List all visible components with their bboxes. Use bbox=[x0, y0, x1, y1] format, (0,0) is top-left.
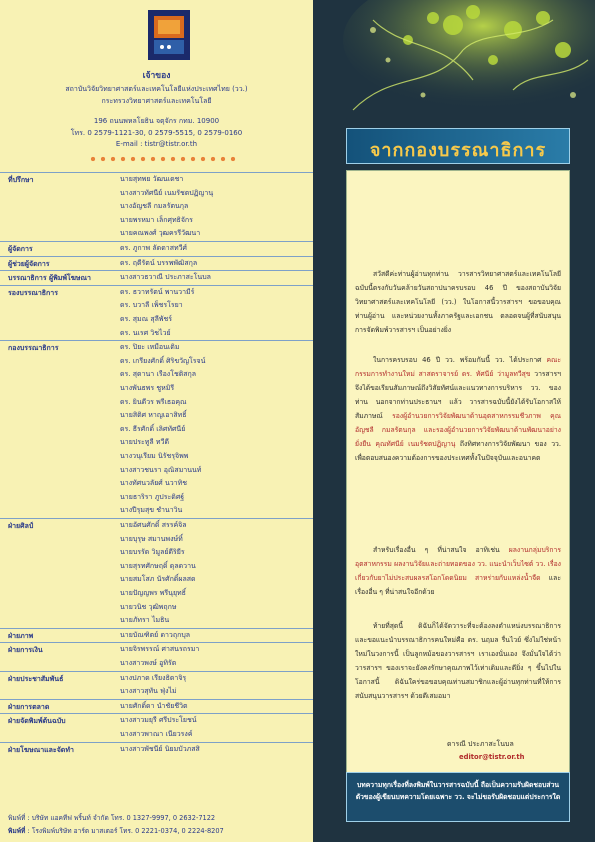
editorial-paragraph-1: สวัสดีค่ะท่านผู้อ่านทุกท่าน วารสารวิทยาศาสตร์และเทคโนโลยีฉบับนี้ตรงกับวันคล้ายวันสถาปนาครบรอบ 46 ปี ของสถาบันวิจัยวิทยาศาสตร์และเทคโนโลยี (วว.) ในโอกาสนี้วารสารฯ ขอขอบคุณท่านผู้อ่าน และหน่วยงานทั้งภาครัฐและเอกชน ตลอดจนผู้ที่สนับสนุนการจัดพิมพ์วารสารฯ เป็นอย่างยิ่ง bbox=[355, 270, 561, 334]
disclaimer-text: บทความทุกเรื่องที่ลงพิมพ์ในวารสารฉบับนี้ ถือเป็นความรับผิดชอบส่วนตัวของผู้เขียนบทความโดยเฉพาะ วว. จะไม่ขอรับผิดชอบแต่ประการใด bbox=[355, 781, 561, 801]
staff-names bbox=[120, 700, 188, 714]
staff-name: นายประทูลี ทวีดี bbox=[120, 438, 169, 447]
staff-name: นางสาวมยุรี ศรีประโยชน์ bbox=[120, 716, 197, 725]
staff-section-title: ผู้จัดการ bbox=[8, 245, 33, 253]
tistr-logo bbox=[148, 10, 190, 60]
footer-line-2-label: พิมพ์ที่ bbox=[8, 827, 26, 835]
staff-name: นายสุทพย วัฒนเดชา bbox=[120, 175, 184, 183]
staff-section bbox=[0, 241, 313, 253]
staff-name: นางสาวพาณา เนียวรงค์ bbox=[120, 729, 193, 738]
staff-section bbox=[0, 671, 313, 696]
editorial-box bbox=[346, 170, 570, 813]
staff-name: นายคณพงศ์ วุฒครรีวัฒนา bbox=[120, 229, 201, 238]
p3-highlight: ผลงานกลุ่มบริการอุตสาหกรรม ผลงานวิจัยและถ่ายทอดของ วว. แนะนำเว็บไซต์ วว. เรื่องเกี่ยวกับยาไม่ประสบผลรสโอกโดดนิยม สาหร่ายกับแหล่งน้ำจืด bbox=[355, 546, 561, 582]
staff-section-title: ผู้ช่วยผู้จัดการ bbox=[8, 259, 50, 268]
staff-section bbox=[0, 713, 313, 738]
editor-signature: ดารณี ประภาสะโนบล bbox=[447, 740, 514, 748]
p2-highlight-a: คณะกรรมการทำงานใหม่ สาสตราจารย์ ดร. ทัศนีย์ ว่ามูลทวีสุข bbox=[355, 356, 561, 378]
staff-name: นายภัทรา ไมธิน bbox=[120, 616, 170, 625]
staff-names bbox=[120, 271, 211, 285]
staff-section-title: ฝ่ายภาพ bbox=[8, 631, 34, 640]
p3-text-a: สำหรับเรื่องอื่น ๆ ที่น่าสนใจ อาทิเช่น bbox=[373, 546, 500, 554]
staff-name: นายบุรุษ สมานพงษ์ทิ์ bbox=[120, 534, 183, 543]
staff-name: นายศักดิ์ดา นำชัยชีวิต bbox=[120, 701, 188, 710]
owner-address: 196 ถนนพหลโยธิน จตุจักร กทม. 10900 bbox=[93, 117, 220, 125]
staff-section-title: ฝ่ายศิลป์ bbox=[8, 522, 34, 530]
staff-names bbox=[120, 286, 194, 340]
staff-name: ดร. เกรียงศักดิ์ ศิริขวัญโรจน์ bbox=[120, 356, 206, 365]
staff-name: นายบัณฑิตย์ ดาวถุกบุล bbox=[120, 630, 191, 639]
staff-name: นางปีรุมสุข ชำนาวิน bbox=[120, 506, 183, 515]
dotted-divider bbox=[88, 156, 238, 162]
editorial-banner bbox=[346, 128, 570, 164]
p2-text-a: ในการครบรอบ 46 ปี วว. พร้อมกันนี้ วว. ได้ประกาศ bbox=[373, 356, 542, 364]
editor-email[interactable]: editor@tistr.or.th bbox=[459, 753, 525, 761]
editorial-paragraph-2 bbox=[355, 353, 561, 465]
staff-name: นายปัญญพร พรีนุยุทธิ์ bbox=[120, 588, 186, 597]
staff-section-title: รองบรรณาธิการ bbox=[8, 288, 58, 297]
staff-section bbox=[0, 340, 313, 515]
staff-section bbox=[0, 172, 313, 238]
staff-name: นายวนิช วุฒิพฤกษ bbox=[120, 602, 177, 611]
staff-names bbox=[120, 519, 196, 628]
staff-section bbox=[0, 270, 313, 283]
staff-name: นายสุรทศักษฤดิ์ ดุลดวาน bbox=[120, 561, 196, 570]
footer-line-2-text: : โรงพิมพ์บริษัท อาร์ต มาสเตอร์ โทร. 0 2221-0374, 0 2224-8207 bbox=[27, 827, 224, 835]
staff-names bbox=[120, 672, 186, 699]
staff-names bbox=[120, 629, 190, 643]
staff-name: นางสาวชนรา อุณิสมานนท์ bbox=[120, 465, 202, 474]
staff-name: นางสาวพงษ์ อูทิรัต bbox=[120, 658, 177, 667]
p3-text-b: และเรื่องอื่น ๆ ที่น่าสนใจอีกด้วย bbox=[355, 574, 561, 596]
staff-section-title: กองบรรณาธิการ bbox=[8, 344, 59, 353]
staff-name: นายพรหมา เล็กศุทธิจักร bbox=[120, 215, 193, 224]
staff-name: ดร. นเรศ วิชไวย์ bbox=[120, 328, 171, 337]
p2-text-c: ถึงทิศทางการวิจัยพัฒนา ของ วว. เพื่อตอบสนองความต้องการของประเทศทั้งในปัจจุบันและอนาคต bbox=[355, 440, 561, 462]
staff-name: ดร. บวาลี เพ็ชรโรยา bbox=[120, 301, 183, 310]
staff-name: นางอัญชลี กมลรัตนกุล bbox=[120, 202, 189, 211]
staff-section-title: ฝ่ายประชาสัมพันธ์ bbox=[8, 674, 64, 683]
staff-names bbox=[120, 173, 213, 241]
owner-name: สถาบันวิจัยวิทยาศาสตร์และเทคโนโลยีแห่งประเทศไทย (วว.) bbox=[65, 85, 248, 93]
staff-names bbox=[120, 257, 197, 271]
staff-names bbox=[120, 743, 200, 757]
owner-label: เจ้าของ bbox=[142, 71, 171, 81]
staff-section-title: ที่ปรึกษา bbox=[8, 176, 34, 184]
staff-section bbox=[0, 256, 313, 268]
staff-section bbox=[0, 699, 313, 711]
staff-names bbox=[120, 714, 197, 741]
staff-names bbox=[120, 341, 205, 518]
footer-line-1: พิมพ์ที่ : บริษัท แอคทีฟ พริ้นท์ จำกัด โทร. 0 1327-9997, 0 2632-7122 bbox=[8, 814, 216, 822]
staff-name: นางพันธพร ชูหมิรี bbox=[120, 383, 175, 392]
staff-name: นายสิติศ หาญเอาสิทธิ์ bbox=[120, 411, 187, 420]
staff-name: นางสาวสุทัน ฟุ่งไม่ bbox=[120, 687, 177, 696]
editorial-paragraph-4: ท้ายที่สุดนี้ ดิฉันก็ได้จัดวาระที่จะต้องลงตำแหน่งบรรณาธิการ และขอแนะนำบรรณาธิการคนใหม่คือ ดร. นฤมล รื่นไวย์ ซึ่งไม่ใช่หน้าใหม่ในวงการนี้ เป็นลูกหม้อของวารสารฯ เราเองนั่นเอง จึงมั่นใจได้ว่าวารสารฯ ของเราจะยังคงรักษาคุณภาพไว้เท่าเดิมและดียิ่ง ๆ ขึ้นไปในโอกาสนี้ ดิฉันใคร่ขอขอบคุณท่านสมาชิกและผู้อ่านทุกท่านที่ให้การสนับสนุนวารสารฯ ด้วยดีเสมอมา bbox=[355, 622, 561, 700]
editorial-paragraph-3 bbox=[355, 543, 561, 599]
staff-section bbox=[0, 642, 313, 667]
staff-name: นายสมโสภ นัรศักดิ์ผลสด bbox=[120, 575, 196, 584]
staff-name: ดร. สุมณ สุลีพัชร์ bbox=[120, 314, 173, 323]
staff-section-title: บรรณาธิการ ผู้พิมพ์โฆษณา bbox=[8, 274, 91, 283]
staff-section-title: ฝ่ายจัดพิมพ์ต้นฉบับ bbox=[8, 717, 66, 726]
staff-name: นางสาวทัศนีย์ เนมรัชตปฏิญานุ bbox=[120, 188, 214, 197]
staff-section-title: ฝ่ายโฆษณาและจัดทำ bbox=[8, 745, 74, 754]
staff-name: ดร. ธีรศักดิ์ เลิศทัศนีย์ bbox=[120, 424, 186, 433]
owner-phone: โทร. 0 2579-1121-30, 0 2579-5515, 0 2579-0160 bbox=[70, 129, 243, 137]
staff-name: นางสาวธวาณี ประภาสะโนบล bbox=[120, 273, 211, 282]
staff-name: ดร. ภูกาพ ลัดดาสทวีศ์ bbox=[120, 244, 187, 252]
staff-name: ดร. สุดานา เรืองโชติสกุล bbox=[120, 370, 197, 379]
staff-names bbox=[120, 643, 199, 670]
staff-name: นายบรรัด วิมูลย์ดีริยีร bbox=[120, 548, 185, 557]
staff-name: ดร. ธวาทรัตน์ พานวามีร์ bbox=[120, 287, 195, 296]
staff-section bbox=[0, 742, 313, 754]
staff-name: นางสาวพัชนีย์ นิยมบัวภสสิ bbox=[120, 744, 200, 753]
editorial-title: จากกองบรรณาธิการ bbox=[369, 140, 547, 161]
staff-section bbox=[0, 518, 313, 625]
staff-section bbox=[0, 628, 313, 640]
staff-name: ดร. ฤดีรัตน์ บรรพพัฒิสกุล bbox=[120, 258, 198, 267]
footer-line-2 bbox=[8, 825, 224, 836]
disclaimer-box bbox=[346, 772, 570, 822]
staff-name: นายธาริรา ภูประดิศฐ์ bbox=[120, 492, 185, 501]
staff-name: นางปภาด เรียงธิดาจิรุ bbox=[120, 673, 187, 682]
owner-email: E-mail : tistr@tistr.or.th bbox=[115, 140, 198, 148]
p2-highlight-b: รองผู้อำนวยการวิจัยพัฒนาด้านอุตสาหกรรมชีวภาพ คุณอัญชลี กมลรัตนกุล และรองผู้อำนวยการวิจัยพัฒนาด้านพัฒนาอย่างยั่งยืน คุณทัศนีย์ เนมรัชตปฏิญานุ bbox=[355, 412, 561, 448]
staff-name: ดร. ยินดีวร พรีเธอคุณ bbox=[120, 397, 187, 406]
p2-text-b: วารสารฯ จึงได้ขอเรียนสัมภาษณ์ถึงวิสัยทัศน์และแนวทางการบริหาร วว. ของท่าน นอกจากท่านประธานฯ แล้ว วารสารฉบับนี้ยังได้รับโอกาสให้สัมภาษณ์ bbox=[355, 370, 561, 420]
staff-name: นายจิรพรรณ์ ศาสนรถรมา bbox=[120, 645, 200, 654]
staff-name: นางวนุเรียม นิรัชรุจิพพ bbox=[120, 451, 189, 460]
staff-name: นายอัศนศักดิ์ สรรค์จิล bbox=[120, 521, 187, 529]
staff-section bbox=[0, 285, 313, 337]
owner-ministry: กระทรวงวิทยาศาสตร์และเทคโนโลยี bbox=[101, 97, 212, 105]
staff-section-title: ฝ่ายการเงิน bbox=[8, 646, 43, 655]
staff-section-title: ฝ่ายการตลาด bbox=[8, 702, 50, 711]
staff-name: นางทัศนวลัยศ์ นวาทิช bbox=[120, 479, 187, 488]
staff-name: ดร. ปิยะ เหมือนเติม bbox=[120, 343, 180, 352]
staff-names bbox=[120, 242, 187, 256]
